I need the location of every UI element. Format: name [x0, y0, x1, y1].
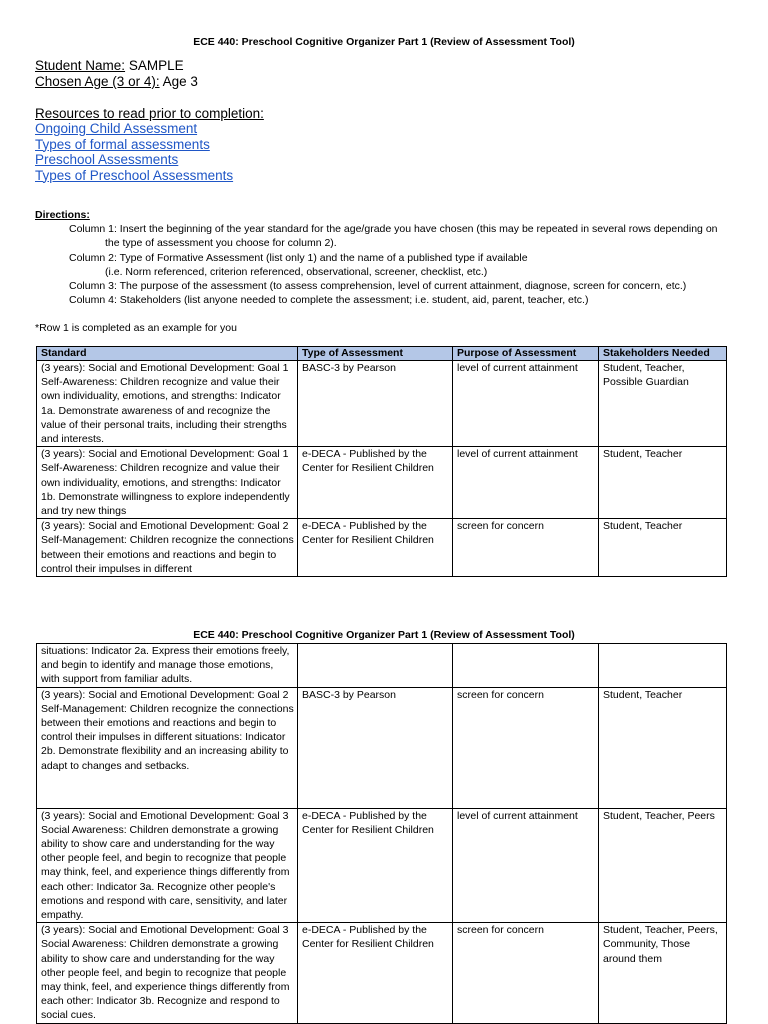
directions-col2-cont: (i.e. Norm referenced, criterion referenced, observational, screener, checklist, etc.)	[105, 265, 488, 278]
link-ongoing-child-assessment[interactable]: Ongoing Child Assessment	[35, 121, 198, 136]
cell-standard: situations: Indicator 2a. Express their emotions freely, and begin to identify and manage those emotions, with support from familiar adults.	[37, 644, 298, 688]
cell-purpose: level of current attainment	[453, 447, 599, 519]
page2-title: ECE 440: Preschool Cognitive Organizer Part 1 (Review of Assessment Tool)	[193, 629, 575, 641]
cell-stakeholders	[599, 644, 727, 688]
resource-links	[35, 121, 233, 183]
table-row	[37, 644, 727, 688]
header-type: Type of Assessment	[298, 347, 453, 361]
cell-standard: (3 years): Social and Emotional Development: Goal 2 Self-Management: Children recognize the connections between their emotions and reactions and begin to control their impulses in different	[37, 519, 298, 577]
student-name-line	[35, 58, 184, 74]
directions-col3: Column 3: The purpose of the assessment (to assess comprehension, level of current attainment, diagnose, screen for concern, etc.)	[69, 280, 687, 293]
chosen-age-value: Age 3	[162, 74, 198, 89]
cell-purpose: screen for concern	[453, 519, 599, 577]
cell-stakeholders: Student, Teacher, Possible Guardian	[599, 361, 727, 447]
header-purpose: Purpose of Assessment	[453, 347, 599, 361]
cell-type: e-DECA - Published by the Center for Resilient Children	[298, 519, 453, 577]
cell-purpose	[453, 644, 599, 688]
cell-standard: (3 years): Social and Emotional Development: Goal 1 Self-Awareness: Children recognize and value their own individuality, emotions, and strengths: Indicator 1a. Demonstrate awareness of and recognize the value of their personal traits, including their strengths and interests.	[37, 361, 298, 447]
chosen-age-label: Chosen Age (3 or 4):	[35, 74, 160, 89]
cell-purpose: level of current attainment	[453, 361, 599, 447]
cell-stakeholders: Student, Teacher	[599, 687, 727, 808]
cell-type: e-DECA - Published by the Center for Resilient Children	[298, 808, 453, 923]
cell-type: BASC-3 by Pearson	[298, 361, 453, 447]
cell-standard: (3 years): Social and Emotional Development: Goal 3 Social Awareness: Children demonstrate a growing ability to show care and understanding for the way other people feel, and begin to recognize that people may think, feel, and experience things differently from each other: Indicator 3b. Recognize and respond to social cues.	[37, 923, 298, 1023]
cell-purpose: screen for concern	[453, 687, 599, 808]
header-stakeholders: Stakeholders Needed	[599, 347, 727, 361]
student-name-value: SAMPLE	[128, 58, 184, 73]
cell-standard: (3 years): Social and Emotional Development: Goal 1 Self-Awareness: Children recognize and value their own individuality, emotions, and strengths: Indicator 1b. Demonstrate willingness to explore independently and try new things	[37, 447, 298, 519]
assessment-table-page1	[36, 346, 727, 577]
cell-type: BASC-3 by Pearson	[298, 687, 453, 808]
cell-stakeholders: Student, Teacher	[599, 519, 727, 577]
directions-col4: Column 4: Stakeholders (list anyone needed to complete the assessment; i.e. student, aid, parent, teacher, etc.)	[69, 294, 589, 307]
cell-purpose: level of current attainment	[453, 808, 599, 923]
resources-heading: Resources to read prior to completion:	[35, 106, 264, 121]
header-standard: Standard	[37, 347, 298, 361]
directions	[35, 208, 735, 307]
page-title: ECE 440: Preschool Cognitive Organizer Part 1 (Review of Assessment Tool)	[193, 36, 575, 48]
example-note: *Row 1 is completed as an example for you	[35, 322, 237, 334]
link-types-of-formal-assessments[interactable]: Types of formal assessments	[35, 136, 210, 152]
table-row	[37, 519, 727, 577]
cell-standard: (3 years): Social and Emotional Development: Goal 2 Self-Management: Children recognize the connections between their emotions and reactions and begin to control their impulses in different situations: Indicator 2b. Demonstrate flexibility and an increasing ability to adapt to changes and setbacks.	[37, 687, 298, 808]
cell-stakeholders: Student, Teacher	[599, 447, 727, 519]
directions-col1-cont: the type of assessment you choose for column 2).	[105, 237, 337, 250]
directions-heading: Directions:	[35, 209, 90, 221]
table-row	[37, 447, 727, 519]
cell-stakeholders: Student, Teacher, Peers, Community, Those around them	[599, 923, 727, 1023]
chosen-age-line	[35, 74, 198, 90]
student-name-label: Student Name:	[35, 58, 126, 73]
link-types-of-preschool-assessments[interactable]: Types of Preschool Assessments	[35, 167, 234, 183]
cell-type	[298, 644, 453, 688]
cell-type: e-DECA - Published by the Center for Resilient Children	[298, 447, 453, 519]
table-header-row	[37, 347, 727, 361]
cell-stakeholders: Student, Teacher, Peers	[599, 808, 727, 923]
assessment-table-page2	[36, 643, 727, 1024]
table-row	[37, 361, 727, 447]
cell-purpose: screen for concern	[453, 923, 599, 1023]
table-row	[37, 687, 727, 808]
directions-col1: Column 1: Insert the beginning of the year standard for the age/grade you have chosen (this may be repeated in several rows depending on	[69, 223, 718, 236]
cell-standard: (3 years): Social and Emotional Development: Goal 3 Social Awareness: Children demonstrate a growing ability to show care and understanding for the way other people feel, and begin to recognize that people may think, feel, and experience things differently from each other: Indicator 3a. Recognize other people's emotions and respond with care, sensitivity, and later empathy.	[37, 808, 298, 923]
link-preschool-assessments[interactable]: Preschool Assessments	[35, 152, 179, 167]
table-row	[37, 808, 727, 923]
cell-type: e-DECA - Published by the Center for Resilient Children	[298, 923, 453, 1023]
directions-col2: Column 2: Type of Formative Assessment (list only 1) and the name of a published type if available	[69, 251, 528, 264]
table-row	[37, 923, 727, 1023]
